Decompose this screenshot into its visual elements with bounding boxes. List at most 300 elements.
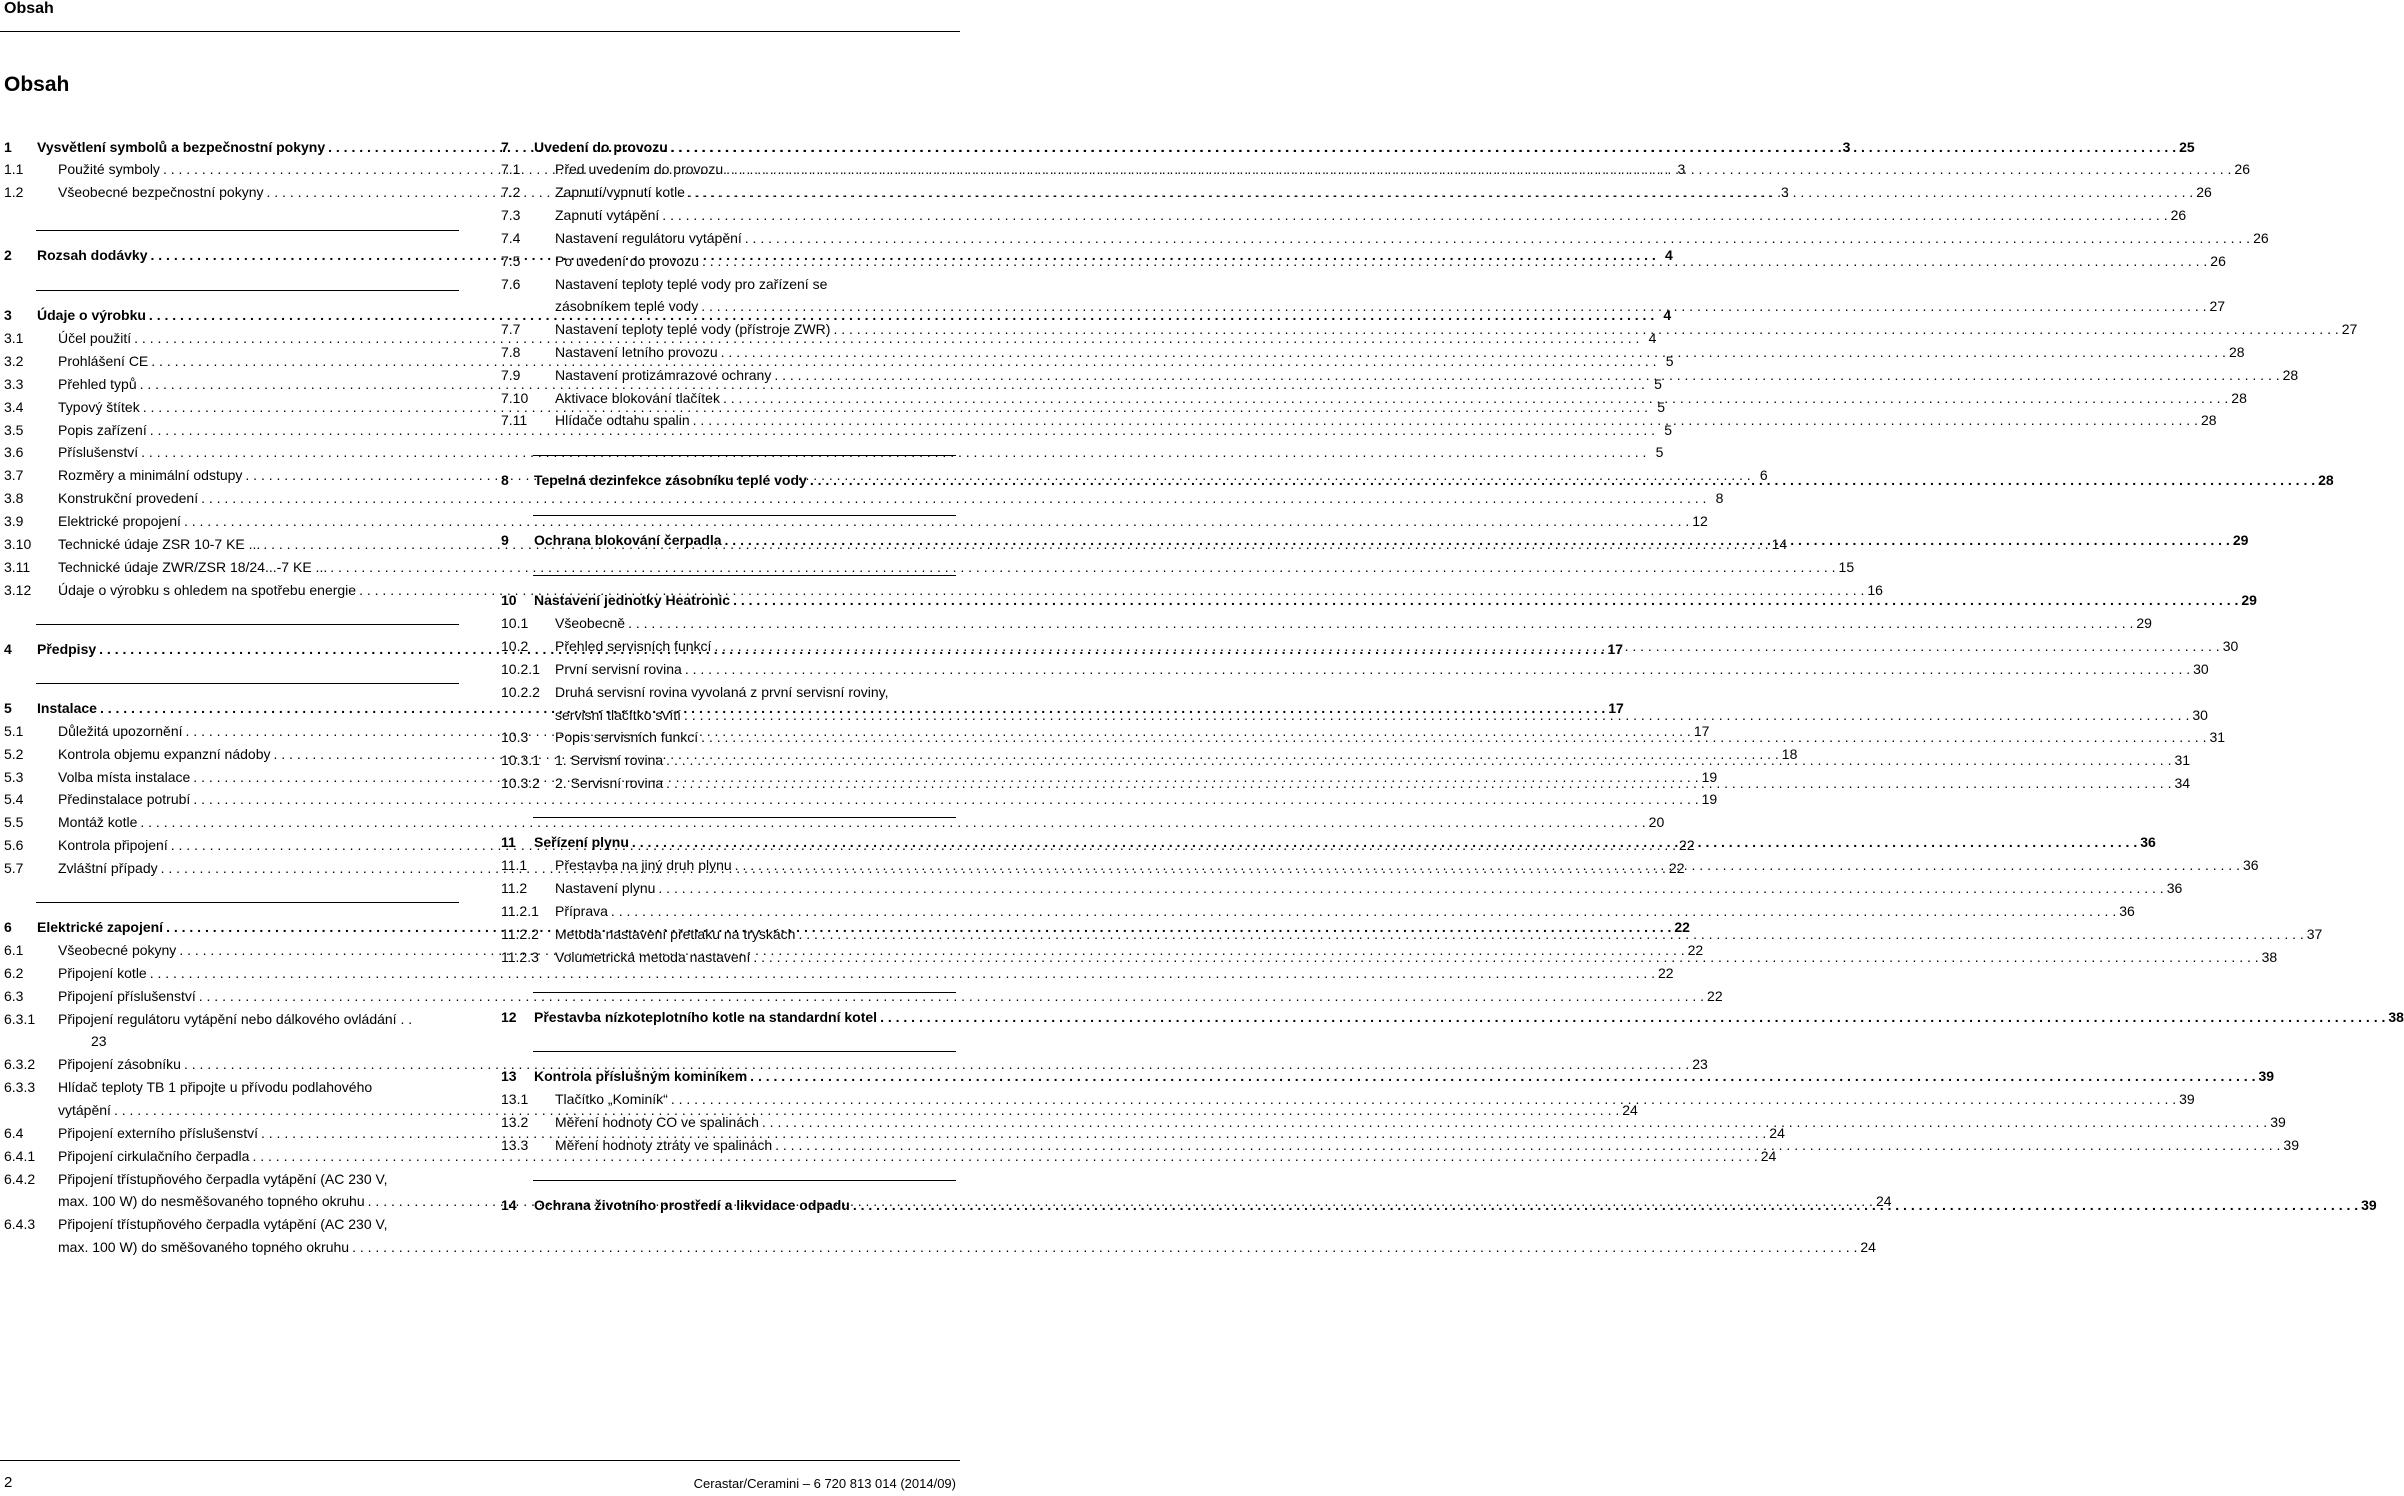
toc-entry-number: 7 bbox=[501, 139, 509, 155]
toc-dot-leader bbox=[701, 728, 2206, 746]
toc-entry-title: Tepelná dezinfekce zásobníku teplé vody bbox=[534, 472, 807, 488]
toc-entry-page: 16 bbox=[1867, 582, 1883, 598]
toc-entry-number: 14 bbox=[501, 1197, 517, 1213]
toc-entry-title: Volumetrická metoda nastavení bbox=[555, 949, 751, 965]
toc-dot-leader bbox=[753, 948, 2258, 966]
toc-entry-number: 6.2 bbox=[4, 965, 24, 981]
toc-entry-number: 7.10 bbox=[501, 390, 529, 406]
toc-entry-number: 3.8 bbox=[4, 490, 24, 506]
toc-chapter-entry[interactable] bbox=[501, 1008, 2404, 1026]
toc-entry-title: Po uvedení do provozu bbox=[555, 253, 699, 269]
toc-entry-page: 28 bbox=[2228, 344, 2245, 360]
toc-entry-number: 10.2 bbox=[501, 638, 529, 654]
toc-section-entry[interactable] bbox=[501, 660, 2209, 678]
toc-entry-title: Měření hodnoty CO ve spalinách bbox=[555, 1114, 759, 1130]
toc-entry-number: 6.4 bbox=[4, 1125, 24, 1141]
toc-dot-leader bbox=[141, 443, 1646, 461]
toc-section-entry[interactable] bbox=[501, 229, 2269, 247]
toc-section-entry[interactable] bbox=[501, 902, 2135, 920]
toc-section-entry[interactable] bbox=[501, 925, 2323, 943]
toc-entry-page: 15 bbox=[1838, 559, 1855, 575]
toc-entry-title: Kontrola objemu expanzní nádoby bbox=[58, 746, 271, 762]
toc-entry-title: Aktivace blokování tlačítek bbox=[555, 390, 720, 406]
toc-entry-number: 9 bbox=[501, 532, 509, 548]
toc-entry-page: 29 bbox=[2241, 592, 2257, 608]
toc-entry-number: 10.3.1 bbox=[501, 752, 540, 768]
toc-entry-page: 24 bbox=[1860, 1239, 1876, 1255]
toc-entry-page: 27 bbox=[2209, 298, 2226, 314]
toc-entry-number: 10.1 bbox=[501, 615, 529, 631]
toc-entry-page: 26 bbox=[2234, 161, 2250, 177]
toc-entry-number: 6.3.2 bbox=[4, 1056, 36, 1072]
toc-entry-title: Hlídače odtahu spalin bbox=[555, 412, 690, 428]
toc-section-entry[interactable] bbox=[501, 1090, 2195, 1108]
toc-entry-page: 30 bbox=[2193, 661, 2209, 677]
toc-entry-title: Popis servisních funkcí bbox=[555, 729, 699, 745]
toc-entry-page: 29 bbox=[2136, 615, 2152, 631]
toc-entry-page: 30 bbox=[2192, 707, 2208, 723]
toc-entry-page: 4 bbox=[1663, 307, 1672, 323]
toc-entry-page: 30 bbox=[2222, 638, 2239, 654]
toc-entry-title: Montáž kotle bbox=[58, 814, 138, 830]
toc-entry-page: 36 bbox=[2242, 857, 2259, 873]
toc-entry-number: 7.1 bbox=[501, 161, 521, 177]
toc-entry-title: Připojení kotle bbox=[58, 965, 147, 981]
toc-entry-page: 38 bbox=[2261, 949, 2278, 965]
toc-dot-leader bbox=[810, 471, 2315, 489]
toc-entry-number: 3.7 bbox=[4, 467, 24, 483]
toc-section-entry[interactable] bbox=[4, 1055, 1708, 1073]
toc-dot-leader bbox=[330, 558, 1835, 576]
toc-entry-title: Zvláštní případy bbox=[58, 860, 158, 876]
toc-dot-leader bbox=[688, 183, 2193, 201]
toc-dot-leader bbox=[628, 614, 2133, 632]
toc-section-entry[interactable] bbox=[501, 1113, 2286, 1131]
toc-entry-page: 26 bbox=[2253, 230, 2269, 246]
toc-entry-number: 5.5 bbox=[4, 814, 24, 830]
toc-entry-page: 22 bbox=[1674, 919, 1690, 935]
toc-entry-number: 10.3.2 bbox=[501, 775, 540, 791]
toc-dot-leader bbox=[775, 1136, 2280, 1154]
toc-entry-page: 26 bbox=[2170, 207, 2187, 223]
toc-entry-number: 3.10 bbox=[4, 536, 32, 552]
toc-entry-page: 28 bbox=[2282, 367, 2299, 383]
page-title: Obsah bbox=[4, 73, 70, 96]
toc-section-entry[interactable] bbox=[501, 206, 2187, 224]
toc-entry-title: Elektrické zapojení bbox=[37, 919, 164, 935]
toc-entry-page: 6 bbox=[1759, 467, 1768, 483]
toc-dot-leader bbox=[140, 813, 1645, 831]
toc-dot-leader bbox=[725, 531, 2230, 549]
toc-entry-title: Nastavení protizámrazové ochrany bbox=[555, 367, 772, 383]
toc-entry-number: 3.2 bbox=[4, 353, 24, 369]
running-header bbox=[0, 0, 960, 32]
toc-entry-number: 7.3 bbox=[501, 207, 521, 223]
toc-entry-page: 36 bbox=[2119, 903, 2135, 919]
toc-entry-page: 5 bbox=[1664, 422, 1673, 438]
toc-entry-number: 13.1 bbox=[501, 1091, 529, 1107]
toc-entry-title: Všeobecné bezpečnostní pokyny bbox=[58, 184, 264, 200]
toc-chapter-entry[interactable] bbox=[501, 1067, 2275, 1085]
toc-dot-leader bbox=[726, 160, 2231, 178]
toc-dot-leader bbox=[671, 138, 2176, 156]
toc-entry-page: 20 bbox=[1648, 814, 1665, 830]
toc-entry-title: Zapnutí vytápění bbox=[555, 207, 660, 223]
toc-section-entry[interactable] bbox=[4, 1215, 459, 1233]
toc-entry-page: 3 bbox=[1677, 161, 1686, 177]
toc-entry-page: 3 bbox=[1842, 139, 1851, 155]
toc-dot-leader bbox=[666, 774, 2171, 792]
toc-entry-page: 22 bbox=[1707, 988, 1723, 1004]
toc-entry-title: Typový štítek bbox=[58, 399, 140, 415]
toc-entry-title: 1. Servisní rovina bbox=[555, 752, 664, 768]
toc-entry-title: Připojení třístupňového čerpadla vytápění (AC 230 V, bbox=[58, 1171, 388, 1187]
toc-entry-page: 39 bbox=[2179, 1091, 2195, 1107]
toc-dot-leader bbox=[671, 1090, 2176, 1108]
toc-dot-leader bbox=[701, 297, 2206, 315]
toc-entry-number: 7.5 bbox=[501, 253, 521, 269]
toc-entry-page: 28 bbox=[2318, 472, 2334, 488]
toc-entry-number: 10.3 bbox=[501, 729, 529, 745]
toc-entry-number: 3.12 bbox=[4, 582, 32, 598]
toc-dot-leader bbox=[666, 751, 2171, 769]
toc-entry-page: 19 bbox=[1701, 769, 1718, 785]
toc-dot-leader bbox=[714, 637, 2219, 655]
toc-entry-number: 11.2.3 bbox=[501, 949, 539, 965]
toc-entry-number: 8 bbox=[501, 472, 509, 488]
toc-entry-page: 34 bbox=[2174, 775, 2191, 791]
toc-entry-title: Metoda nastavení přetlaku na tryskách bbox=[555, 926, 796, 942]
toc-entry-page: 27 bbox=[2341, 321, 2358, 337]
toc-dot-leader bbox=[750, 1067, 2255, 1085]
toc-entry-title: Přehled typů bbox=[58, 376, 137, 392]
toc-entry-page: 22 bbox=[1658, 965, 1674, 981]
toc-section-entry[interactable] bbox=[4, 581, 1883, 599]
toc-entry-page: 36 bbox=[2166, 880, 2183, 896]
toc-entry-page: 5 bbox=[1665, 353, 1674, 369]
toc-entry-number: 5.7 bbox=[4, 860, 24, 876]
toc-section-entry[interactable] bbox=[501, 343, 2245, 361]
toc-dot-leader bbox=[735, 856, 2240, 874]
toc-section-entry[interactable] bbox=[501, 366, 2299, 384]
toc-entry-number: 11.2.1 bbox=[501, 903, 539, 919]
toc-entry-title: Nastavení plynu bbox=[555, 880, 656, 896]
toc-entry-page: 5 bbox=[1655, 444, 1664, 460]
toc-entry-page: 24 bbox=[1769, 1125, 1785, 1141]
toc-section-entry[interactable] bbox=[4, 1238, 1876, 1256]
toc-entry-number: 6.4.3 bbox=[4, 1216, 36, 1232]
toc-entry-number: 11 bbox=[501, 834, 516, 850]
toc-entry-title: Předpisy bbox=[37, 641, 97, 657]
toc-entry-number: 7.6 bbox=[501, 276, 521, 292]
toc-entry-title: Nastavení jednotky Heatronic bbox=[534, 592, 731, 608]
toc-entry-page: 28 bbox=[2231, 390, 2247, 406]
toc-entry-title: Kontrola připojení bbox=[58, 837, 168, 853]
toc-entry-title: Všeobecně bbox=[555, 615, 626, 631]
toc-entry-number: 7.8 bbox=[501, 344, 521, 360]
toc-entry-page: 23 bbox=[1692, 1056, 1708, 1072]
toc-chapter-entry[interactable] bbox=[501, 591, 2257, 609]
toc-entry-title: Hlídač teploty TB 1 připojte u přívodu podlahového bbox=[58, 1079, 373, 1095]
toc-entry-page: 4 bbox=[1648, 330, 1657, 346]
toc-entry-page: 26 bbox=[2196, 184, 2212, 200]
toc-entry-page: 8 bbox=[1715, 490, 1724, 506]
toc-entry-number: 6.1 bbox=[4, 942, 24, 958]
toc-dot-leader bbox=[723, 389, 2228, 407]
toc-entry-number: 4 bbox=[4, 641, 12, 657]
toc-entry-page: 38 bbox=[2388, 1009, 2404, 1025]
toc-entry-title: Nastavení teploty teplé vody (přístroje ZWR) bbox=[555, 321, 831, 337]
toc-entry-page: 28 bbox=[2200, 412, 2217, 428]
toc-entry-title: Ochrana blokování čerpadla bbox=[534, 532, 722, 548]
toc-entry-page: 39 bbox=[2258, 1068, 2275, 1084]
toc-entry-title: Rozměry a minimální odstupy bbox=[58, 467, 243, 483]
toc-entry-title: Uvedení do provozu bbox=[534, 139, 668, 155]
toc-entry-title: Rozsah dodávky bbox=[37, 247, 148, 263]
toc-entry-number: 7.4 bbox=[501, 230, 521, 246]
footer-divider bbox=[0, 1460, 960, 1461]
toc-entry-number: 3.9 bbox=[4, 513, 24, 529]
toc-entry-title: Důležitá upozornění bbox=[58, 723, 183, 739]
toc-entry-page: 14 bbox=[1771, 536, 1788, 552]
toc-section-entry[interactable] bbox=[4, 987, 1723, 1005]
toc-entry-page: 3 bbox=[1780, 184, 1789, 200]
toc-entry-title: Ochrana životního prostředí a likvidace odpadu bbox=[534, 1197, 850, 1213]
toc-dot-leader bbox=[733, 591, 2238, 609]
toc-section-entry[interactable] bbox=[501, 1136, 2299, 1154]
toc-entry-number: 1 bbox=[4, 139, 12, 155]
toc-entry-number: 11.2.2 bbox=[501, 926, 539, 942]
toc-entry-title: Seřízení plynu bbox=[534, 834, 629, 850]
toc-section-entry[interactable] bbox=[501, 683, 956, 701]
toc-entry-page: 12 bbox=[1692, 513, 1708, 529]
toc-entry-number: 5.6 bbox=[4, 837, 24, 853]
toc-dot-leader bbox=[880, 1008, 2385, 1026]
toc-entry-title: První servisní rovina bbox=[555, 661, 682, 677]
toc-dot-leader bbox=[199, 987, 1704, 1005]
toc-entry-page: 26 bbox=[2210, 253, 2226, 269]
toc-entry-number: 1.1 bbox=[4, 161, 24, 177]
toc-entry-title: max. 100 W) do nesměšovaného topného okruhu bbox=[58, 1193, 365, 1209]
toc-entry-page: 39 bbox=[2361, 1197, 2377, 1213]
toc-entry-number: 3.5 bbox=[4, 422, 24, 438]
toc-dot-leader bbox=[745, 229, 2250, 247]
toc-entry-title: Připojení externího příslušenství bbox=[58, 1125, 258, 1141]
toc-entry-title: Nastavení regulátoru vytápění bbox=[555, 230, 742, 246]
toc-entry-page: 31 bbox=[2174, 752, 2191, 768]
footer-document-id: Cerastar/Ceramini – 6 720 813 014 (2014/09) bbox=[693, 1476, 956, 1491]
toc-section-entry[interactable] bbox=[501, 389, 2247, 407]
toc-entry-page: 29 bbox=[2232, 532, 2249, 548]
toc-entry-number: 10.2.2 bbox=[501, 684, 540, 700]
toc-entry-title: Připojení cirkulačního čerpadla bbox=[58, 1148, 250, 1164]
toc-section-entry[interactable] bbox=[4, 512, 1708, 530]
toc-entry-title: Druhá servisní rovina vyvolaná z první servisní roviny, bbox=[555, 684, 889, 700]
toc-entry-page: 22 bbox=[1687, 942, 1704, 958]
toc-entry-title: Prohlášení CE bbox=[58, 353, 149, 369]
toc-entry-number: 1.2 bbox=[4, 184, 24, 200]
toc-section-entry[interactable] bbox=[4, 964, 1674, 982]
toc-section-entry[interactable] bbox=[501, 614, 2152, 632]
toc-entry-number: 3.1 bbox=[4, 330, 24, 346]
toc-entry-number: 5 bbox=[4, 700, 12, 716]
toc-entry-number: 6.3 bbox=[4, 988, 24, 1004]
toc-entry-page: 22 bbox=[1679, 837, 1695, 853]
toc-entry-number: 13.3 bbox=[501, 1137, 529, 1153]
toc-section-entry[interactable] bbox=[4, 558, 1855, 576]
toc-dot-leader bbox=[721, 343, 2226, 361]
toc-entry-title: Připojení příslušenství bbox=[58, 988, 196, 1004]
toc-section-entry[interactable] bbox=[501, 879, 2183, 897]
toc-dot-leader bbox=[201, 489, 1706, 507]
toc-section-entry[interactable] bbox=[501, 183, 2212, 201]
toc-entry-title: Nastavení letního provozu bbox=[555, 344, 718, 360]
toc-entry-page: 5 bbox=[1654, 376, 1662, 392]
toc-entry-number: 10.2.1 bbox=[501, 661, 540, 677]
toc-dot-leader bbox=[150, 964, 1655, 982]
toc-entry-page: 4 bbox=[1664, 247, 1673, 263]
toc-chapter-entry[interactable] bbox=[501, 138, 2195, 156]
toc-entry-number: 11.2 bbox=[501, 880, 528, 896]
toc-entry-title: Přestavba nízkoteplotního kotle na standardní kotel bbox=[534, 1009, 878, 1025]
toc-section-entry[interactable] bbox=[501, 160, 2250, 178]
toc-entry-number: 3.6 bbox=[4, 444, 24, 460]
toc-entry-title: Předinstalace potrubí bbox=[58, 791, 191, 807]
toc-dot-leader bbox=[762, 1113, 2267, 1131]
toc-entry-number: 3.11 bbox=[4, 559, 31, 575]
toc-entry-number: 3.4 bbox=[4, 399, 24, 415]
toc-entry-title: Přestavba na jiný druh plynu bbox=[555, 857, 732, 873]
toc-entry-title: servisní tlačítko svítí bbox=[555, 707, 682, 723]
toc-section-entry[interactable] bbox=[4, 1124, 1785, 1142]
toc-entry-number: 5.3 bbox=[4, 769, 24, 785]
toc-entry-number: 13 bbox=[501, 1068, 517, 1084]
toc-entry-number: 5.4 bbox=[4, 791, 24, 807]
toc-entry-title: vytápění bbox=[58, 1102, 111, 1118]
toc-entry-title: Elektrické propojení bbox=[58, 513, 181, 529]
toc-entry-title: Kontrola příslušným kominíkem bbox=[534, 1068, 748, 1084]
toc-entry-number: 11.1 bbox=[501, 857, 528, 873]
toc-entry-title: Údaje o výrobku bbox=[37, 307, 146, 323]
toc-entry-title: Měření hodnoty ztráty ve spalinách bbox=[555, 1137, 773, 1153]
toc-dot-leader bbox=[685, 660, 2190, 678]
toc-entry-title: Nastavení teploty teplé vody pro zařízení se bbox=[555, 276, 828, 292]
toc-dot-leader bbox=[193, 790, 1698, 808]
toc-entry-title: Instalace bbox=[37, 700, 97, 716]
toc-entry-title: Všeobecné pokyny bbox=[58, 942, 177, 958]
toc-dot-leader bbox=[774, 366, 2279, 384]
toc-entry-title: zásobníkem teplé vody bbox=[555, 298, 699, 314]
toc-section-entry[interactable] bbox=[501, 275, 956, 293]
toc-entry-title: Technické údaje ZSR 10-7 KE ... bbox=[58, 536, 261, 552]
toc-entry-title: Technické údaje ZWR/ZSR 18/24...-7 KE ... bbox=[58, 559, 328, 575]
toc-entry-number: 3.3 bbox=[4, 376, 24, 392]
toc-dot-leader bbox=[684, 706, 2189, 724]
toc-section-entry[interactable] bbox=[4, 1101, 1638, 1119]
toc-entry-page: 24 bbox=[1622, 1102, 1638, 1118]
toc-section-entry[interactable] bbox=[4, 421, 1673, 439]
toc-dot-leader bbox=[693, 411, 2198, 429]
toc-entry-title: Použité symboly bbox=[58, 161, 160, 177]
toc-entry-page: 19 bbox=[1701, 791, 1718, 807]
footer-page-number: 2 bbox=[4, 1474, 13, 1491]
toc-entry-continuation: 23 bbox=[91, 1033, 107, 1049]
toc-entry-number: 6.4.1 bbox=[4, 1148, 36, 1164]
toc-section-entry[interactable] bbox=[4, 443, 1664, 461]
toc-entry-title: Před uvedením do provozu bbox=[555, 161, 724, 177]
toc-entry-title: Popis zařízení bbox=[58, 422, 147, 438]
toc-entry-page: 17 bbox=[1608, 700, 1624, 716]
toc-entry-title: Připojení třístupňového čerpadla vytápění (AC 230 V, bbox=[58, 1216, 388, 1232]
toc-entry-page: 37 bbox=[2306, 926, 2323, 942]
toc-entry-title: Přehled servisních funkcí bbox=[555, 638, 712, 654]
toc-dot-leader bbox=[352, 1238, 1857, 1256]
toc-dot-leader bbox=[658, 879, 2163, 897]
toc-entry-number: 3 bbox=[4, 307, 12, 323]
toc-entry-number: 6.4.2 bbox=[4, 1171, 36, 1187]
toc-entry-title: Konstrukční provedení bbox=[58, 490, 199, 506]
toc-section-entry[interactable] bbox=[501, 297, 2226, 315]
toc-section-entry[interactable] bbox=[501, 411, 2217, 429]
toc-section-entry[interactable] bbox=[501, 252, 2226, 270]
toc-entry-title: Volba místa instalace bbox=[58, 769, 191, 785]
toc-dot-leader bbox=[611, 902, 2116, 920]
toc-entry-number: 6.3.3 bbox=[4, 1079, 36, 1095]
toc-entry-title: Účel použití bbox=[58, 330, 132, 346]
toc-section-entry[interactable] bbox=[4, 813, 1665, 831]
toc-section-entry[interactable] bbox=[4, 1170, 459, 1188]
toc-entry-page: 17 bbox=[1693, 723, 1710, 739]
toc-entry-page: 39 bbox=[2270, 1114, 2286, 1130]
toc-entry-title: Tlačítko „Kominík“ bbox=[555, 1091, 668, 1107]
toc-section-entry[interactable] bbox=[4, 1147, 1777, 1165]
toc-section-entry[interactable] bbox=[4, 790, 1718, 808]
toc-entry-number: 12 bbox=[501, 1009, 517, 1025]
toc-entry-number: 10 bbox=[501, 592, 517, 608]
toc-entry-number: 5.2 bbox=[4, 746, 24, 762]
toc-section-entry[interactable] bbox=[501, 320, 2358, 338]
toc-entry-title: Příslušenství bbox=[58, 444, 139, 460]
toc-entry-number: 7.11 bbox=[501, 412, 528, 428]
toc-entry-number: 7.2 bbox=[501, 184, 521, 200]
toc-entry-title: Zapnutí/vypnutí kotle bbox=[555, 184, 685, 200]
toc-section-entry[interactable] bbox=[4, 489, 1724, 507]
toc-entry-page: 24 bbox=[1760, 1148, 1777, 1164]
toc-entry-title: max. 100 W) do směšovaného topného okruhu bbox=[58, 1239, 350, 1255]
running-header-title: Obsah bbox=[4, 0, 54, 17]
toc-section-entry[interactable] bbox=[4, 1010, 459, 1028]
toc-dot-leader bbox=[702, 252, 2207, 270]
toc-entry-title: Vysvětlení symbolů a bezpečnostní pokyny bbox=[37, 139, 326, 155]
toc-entry-page: 25 bbox=[2179, 139, 2195, 155]
toc-entry-page: 36 bbox=[2140, 834, 2156, 850]
toc-entry-title: Údaje o výrobku s ohledem na spotřebu energie bbox=[58, 582, 357, 598]
toc-dot-leader bbox=[833, 320, 2338, 338]
toc-dot-leader bbox=[632, 833, 2137, 851]
toc-section-entry[interactable] bbox=[4, 1078, 459, 1096]
toc-dot-leader bbox=[853, 1196, 2358, 1214]
toc-chapter-entry[interactable] bbox=[501, 471, 2334, 489]
toc-entry-page: 5 bbox=[1657, 399, 1665, 415]
toc-entry-number: 13.2 bbox=[501, 1114, 529, 1130]
toc-entry-number: 5.1 bbox=[4, 723, 24, 739]
toc-entry-title: Připojení regulátoru vytápění nebo dálkového ovládání . . bbox=[58, 1011, 413, 1027]
toc-entry-number: 2 bbox=[4, 247, 12, 263]
toc-entry-number: 6.3.1 bbox=[4, 1011, 36, 1027]
toc-entry-page: 39 bbox=[2283, 1137, 2299, 1153]
toc-entry-title: 2. Servisní rovina bbox=[555, 775, 664, 791]
toc-entry-page: 17 bbox=[1607, 641, 1624, 657]
